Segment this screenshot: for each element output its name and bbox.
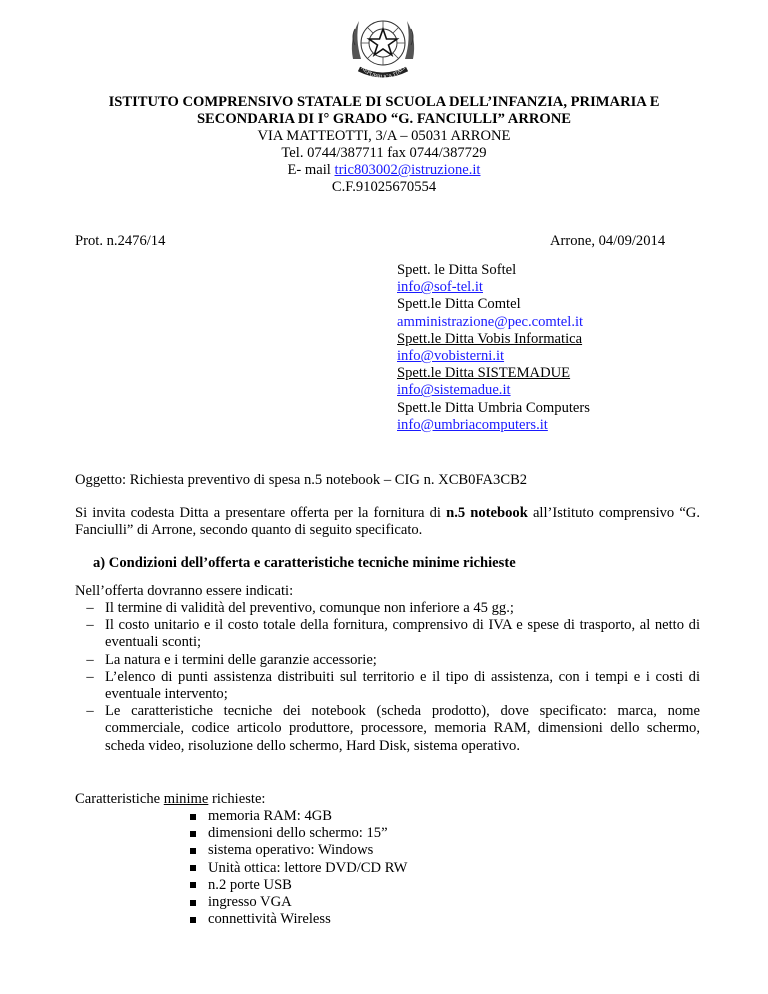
school-address: VIA MATTEOTTI, 3/A – 05031 ARRONE	[257, 128, 511, 144]
school-phone: Tel. 0744/387711 fax 0744/387729	[281, 145, 487, 161]
offer-requirements-list	[75, 600, 700, 755]
intro-bold-item: n.5 notebook	[446, 505, 528, 521]
list-item	[190, 911, 407, 928]
list-item-text: ingresso VGA	[208, 894, 292, 911]
recipient-company: Spett. le Ditta Softel	[397, 262, 517, 278]
recipient-email-link[interactable]: info@sof-tel.it	[397, 279, 483, 296]
school-name-line2: SECONDARIA DI I° GRADO “G. FANCIULLI” ARRONE	[196, 111, 572, 127]
list-item: – Il termine di validità del preventivo, comunque non inferiore a 45 gg.;	[75, 600, 700, 617]
letter-date: Arrone, 04/09/2014	[550, 233, 666, 249]
protocol-number: Prot. n.2476/14	[75, 233, 166, 249]
list-item-text: Il termine di validità del preventivo, comunque non inferiore a 45 gg.;	[105, 600, 514, 616]
list-item: – La natura e i termini delle garanzie accessorie;	[75, 652, 700, 669]
list-item-text: memoria RAM: 4GB	[208, 808, 333, 824]
section-a-heading: a) Condizioni dell’offerta e caratteristiche tecniche minime richieste	[93, 555, 516, 571]
recipient-company: Spett.le Ditta SISTEMADUE	[397, 365, 571, 382]
italian-republic-emblem	[345, 9, 421, 85]
list-item-text: Il costo unitario e il costo totale della fornitura, comprensivo di IVA e spese di trasporto, al netto di eventuali sconti;	[105, 617, 700, 651]
square-bullet-icon	[190, 900, 196, 906]
square-bullet-icon	[190, 831, 196, 837]
recipient-email[interactable]: amministrazione@pec.comtel.it	[397, 313, 584, 330]
school-cf: C.F.91025670554	[331, 179, 437, 195]
list-item-text: Le caratteristiche tecniche dei notebook (scheda prodotto), dove specificato: marca, nome commerciale, codice articolo produttore, processore, memoria RAM, dimensioni dello schermo, scheda video, risoluzione dello schermo, Hard Disk, sistema operativo.	[105, 703, 700, 754]
school-name-line1: ISTITUTO COMPRENSIVO STATALE DI SCUOLA DELL’INFANZIA, PRIMARIA E	[108, 94, 660, 110]
list-item	[190, 860, 407, 877]
list-item: – L’elenco di punti assistenza distribuiti sul territorio e il tipo di assistenza, con i tempi e i costi di eventuale intervento;	[86, 668, 700, 703]
list-item-text: sistema operativo: Windows	[208, 842, 374, 859]
list-item: – Le caratteristiche tecniche dei notebook (scheda prodotto), dove specificato: marca, nome commerciale, codice articolo produttore, processore, memoria RAM, dimensioni dello schermo, scheda video, risoluzione dello schermo, Hard Disk, sistema operativo.	[86, 703, 700, 754]
school-header	[0, 94, 768, 196]
intro-paragraph	[75, 505, 700, 539]
letter-subject: Oggetto: Richiesta preventivo di spesa n.5 notebook – CIG n. XCB0FA3CB2	[75, 472, 528, 488]
list-item-text: connettività Wireless	[208, 911, 331, 928]
recipient-email-link[interactable]: info@vobisterni.it	[397, 348, 505, 365]
recipient-email-link[interactable]: info@umbriacomputers.it	[397, 416, 548, 433]
list-item-text: L’elenco di punti assistenza distribuiti sul territorio e il tipo di assistenza, con i tempi e i costi di eventuale intervento;	[105, 668, 700, 703]
recipient-company: Spett.le Ditta Umbria Computers	[397, 399, 590, 416]
recipients-block	[397, 262, 590, 434]
recipient-email-link[interactable]: info@sistemadue.it	[397, 382, 511, 399]
square-bullet-icon	[190, 917, 196, 923]
intro-text: all’Istituto comprensivo “G. Fanciulli” di Arrone, secondo quanto di seguito specificato.	[75, 505, 700, 538]
offer-intro: Nell’offerta dovranno essere indicati:	[75, 583, 294, 599]
square-bullet-icon	[190, 848, 196, 854]
list-item	[190, 825, 407, 842]
square-bullet-icon	[190, 882, 196, 888]
minimum-specs-list	[190, 808, 407, 928]
recipient-company: Spett.le Ditta Comtel	[397, 296, 521, 313]
list-item-text: dimensioni dello schermo: 15”	[208, 825, 388, 842]
list-item	[190, 842, 407, 859]
emblem-lettering: REPUBBLICA ITALIAN	[359, 59, 411, 81]
school-email-link[interactable]: tric803002@istruzione.it	[334, 162, 481, 178]
school-email-line	[0, 162, 768, 179]
recipient-company: Spett.le Ditta Vobis Informatica	[397, 330, 583, 347]
heading-text: Caratteristiche	[75, 791, 164, 807]
list-item-text: La natura e i termini delle garanzie accessorie;	[105, 651, 377, 668]
square-bullet-icon	[190, 865, 196, 871]
square-bullet-icon	[190, 814, 196, 820]
list-item: – Il costo unitario e il costo totale della fornitura, comprensivo di IVA e spese di trasporto, al netto di eventuali sconti;	[86, 617, 700, 651]
list-item-text: n.2 porte USB	[208, 876, 292, 893]
minimum-requirements-heading	[75, 791, 265, 808]
heading-underlined-word: minime	[163, 791, 209, 807]
list-item	[190, 877, 407, 894]
email-prefix: E- mail	[287, 162, 335, 178]
list-item	[190, 808, 407, 825]
list-item	[190, 894, 407, 911]
intro-text: Si invita codesta Ditta a presentare offerta per la fornitura di	[75, 505, 447, 521]
list-item-text: Unità ottica: lettore DVD/CD RW	[208, 859, 408, 876]
heading-text: richieste:	[208, 791, 266, 807]
